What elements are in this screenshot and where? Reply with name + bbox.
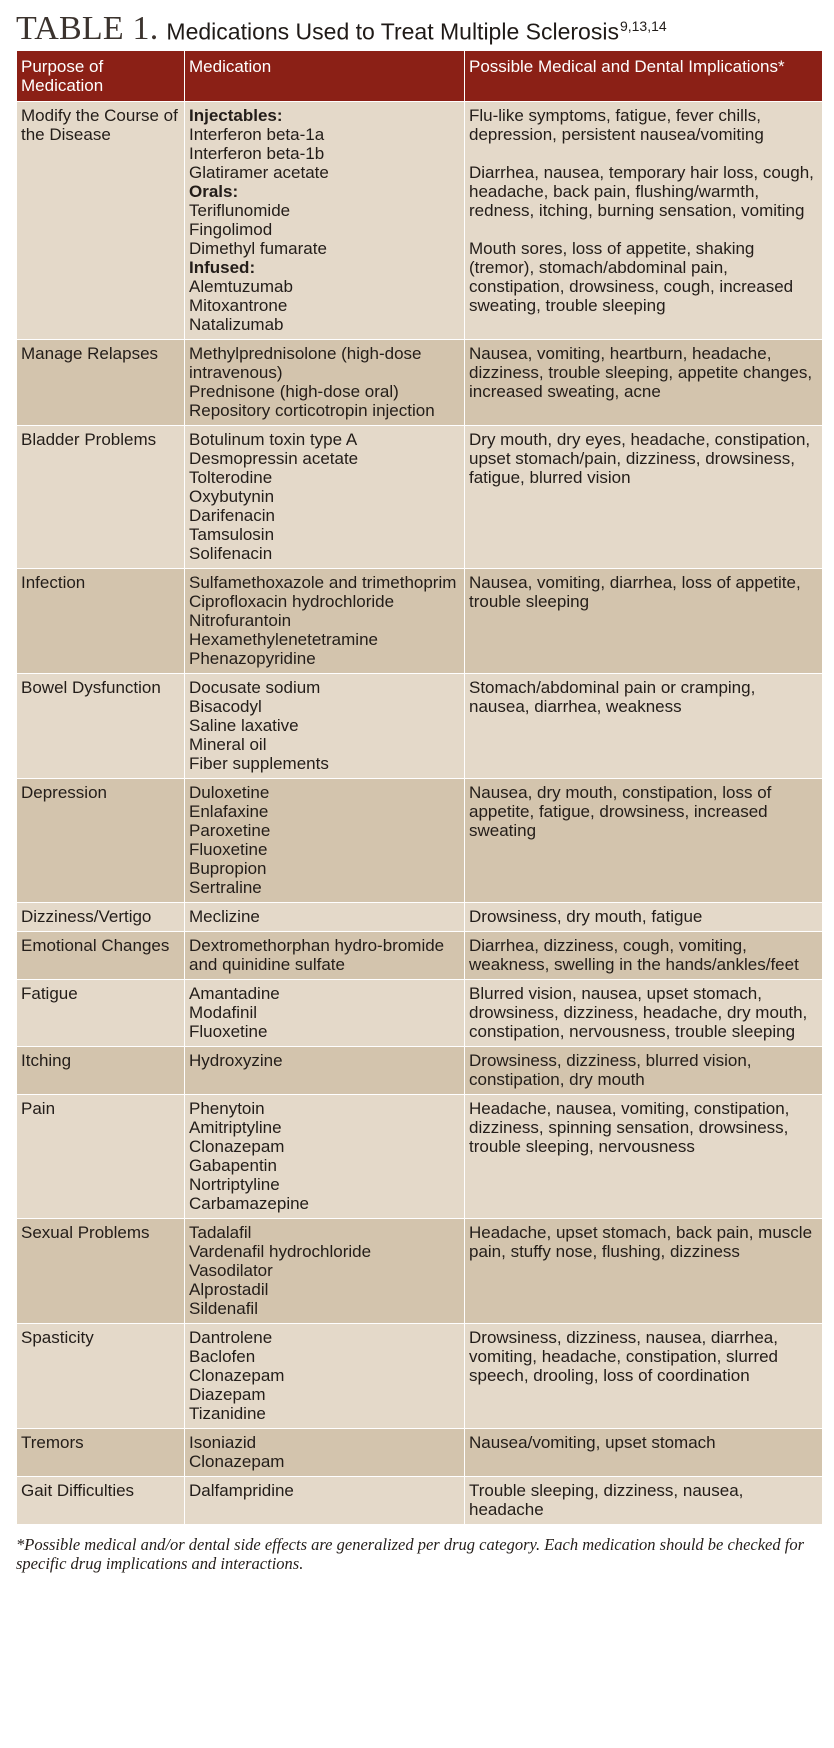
table-row <box>17 932 823 980</box>
cell-medication <box>185 340 465 426</box>
medication-item: Enlafaxine <box>189 802 269 821</box>
medication-item: Alprostadil <box>189 1280 269 1299</box>
cell-medication <box>185 1324 465 1429</box>
table-row <box>17 980 823 1047</box>
table-label: TABLE 1. <box>16 10 159 47</box>
cell-implications <box>465 1095 823 1219</box>
cell-purpose: Manage Relapses <box>17 340 185 426</box>
medication-item: Dimethyl fumarate <box>189 239 327 258</box>
medication-item: Fluoxetine <box>189 840 268 859</box>
medication-item: Natalizumab <box>189 315 284 334</box>
implication-text: Diarrhea, nausea, temporary hair loss, cough, headache, back pain, flushing/warmth, redness, itching, burning sensation, vomiting <box>469 163 814 220</box>
cell-implications <box>465 980 823 1047</box>
cell-implications <box>465 932 823 980</box>
medication-item: Tamsulosin <box>189 525 275 544</box>
cell-medication <box>185 1047 465 1095</box>
implication-text: Blurred vision, nausea, upset stomach, drowsiness, dizziness, headache, dry mouth, constipation, nervousness, trouble sleeping <box>469 984 808 1041</box>
medications-table <box>16 50 823 1525</box>
implication-text: Mouth sores, loss of appetite, shaking (tremor), stomach/abdominal pain, constipation, drowsiness, cough, increased sweating, trouble sleeping <box>469 239 794 315</box>
medication-item: Nitrofurantoin <box>189 611 292 630</box>
table-header-row <box>17 51 823 102</box>
table-row <box>17 903 823 932</box>
table-row <box>17 102 823 340</box>
medication-item: Nortriptyline <box>189 1175 280 1194</box>
medication-item: Baclofen <box>189 1347 256 1366</box>
medication-item: Desmopressin acetate <box>189 449 359 468</box>
medication-item: Oxybutynin <box>189 487 275 506</box>
cell-medication <box>185 932 465 980</box>
cell-purpose: Infection <box>17 569 185 674</box>
medication-item: Fiber supplements <box>189 754 329 773</box>
cell-implications <box>465 569 823 674</box>
medication-item: Gabapentin <box>189 1156 277 1175</box>
cell-implications <box>465 1477 823 1525</box>
implication-text: Drowsiness, dizziness, nausea, diarrhea, vomiting, headache, constipation, slurred speech, drooling, loss of coordination <box>469 1328 779 1385</box>
medication-item: Solifenacin <box>189 544 273 563</box>
table-row <box>17 1095 823 1219</box>
cell-implications <box>465 340 823 426</box>
medication-item: Tolterodine <box>189 468 273 487</box>
medication-item: Hexamethylenetetramine <box>189 630 378 649</box>
medication-item: Bupropion <box>189 859 267 878</box>
medication-group-heading: Injectables: <box>189 106 283 125</box>
medication-item: Sildenafil <box>189 1299 258 1318</box>
implication-text: Nausea, vomiting, heartburn, headache, dizziness, trouble sleeping, appetite changes, increased sweating, acne <box>469 344 813 401</box>
cell-purpose: Bladder Problems <box>17 426 185 569</box>
table-footnote: *Possible medical and/or dental side effects are generalized per drug category. Each medication should be checked for specific drug implications and interactions. <box>16 1535 805 1573</box>
table-row <box>17 569 823 674</box>
table-row <box>17 1429 823 1477</box>
medication-item: Paroxetine <box>189 821 271 840</box>
medication-item: Darifenacin <box>189 506 275 525</box>
implication-text: Trouble sleeping, dizziness, nausea, headache <box>469 1481 744 1519</box>
medication-item: Meclizine <box>189 907 260 926</box>
medication-item: Dalfampridine <box>189 1481 294 1500</box>
table-row <box>17 426 823 569</box>
table-body <box>17 102 823 1525</box>
medication-item: Interferon beta-1b <box>189 144 325 163</box>
implication-text: Drowsiness, dry mouth, fatigue <box>469 907 703 926</box>
implication-text: Drowsiness, dizziness, blurred vision, constipation, dry mouth <box>469 1051 752 1089</box>
implication-text: Flu-like symptoms, fatigue, fever chills, depression, persistent nausea/vomiting <box>469 106 764 144</box>
medication-item: Bisacodyl <box>189 697 262 716</box>
cell-medication <box>185 569 465 674</box>
cell-implications <box>465 1429 823 1477</box>
table-row <box>17 779 823 903</box>
implication-text: Diarrhea, dizziness, cough, vomiting, weakness, swelling in the hands/ankles/feet <box>469 936 799 974</box>
medication-item: Botulinum toxin type A <box>189 430 358 449</box>
medication-item: Hydroxyzine <box>189 1051 283 1070</box>
medication-item: Diazepam <box>189 1385 266 1404</box>
medication-item: Saline laxative <box>189 716 299 735</box>
medication-item: Fingolimod <box>189 220 273 239</box>
medication-item: Teriflunomide <box>189 201 291 220</box>
table-row <box>17 674 823 779</box>
medication-item: Amantadine <box>189 984 280 1003</box>
table-row <box>17 1477 823 1525</box>
medication-item: Fluoxetine <box>189 1022 268 1041</box>
cell-implications <box>465 1219 823 1324</box>
medication-item: Isoniazid <box>189 1433 257 1452</box>
medication-item: Clonazepam <box>189 1452 285 1471</box>
cell-purpose: Spasticity <box>17 1324 185 1429</box>
title-references: 9,13,14 <box>619 18 667 35</box>
cell-implications <box>465 426 823 569</box>
medication-item: Methylprednisolone (high-dose intravenous) <box>189 344 422 382</box>
implication-text: Dry mouth, dry eyes, headache, constipation, upset stomach/pain, dizziness, drowsiness, fatigue, blurred vision <box>469 430 811 487</box>
implication-text: Nausea/vomiting, upset stomach <box>469 1433 716 1452</box>
medication-group-heading: Orals: <box>189 182 239 201</box>
table-row <box>17 1324 823 1429</box>
cell-medication <box>185 1429 465 1477</box>
medication-item: Alemtuzumab <box>189 277 293 296</box>
cell-medication <box>185 674 465 779</box>
medication-item: Tizanidine <box>189 1404 266 1423</box>
cell-purpose: Gait Difficulties <box>17 1477 185 1525</box>
implication-text: Headache, upset stomach, back pain, muscle pain, stuffy nose, flushing, dizziness <box>469 1223 813 1261</box>
paragraph-gap <box>469 220 818 239</box>
medication-item: Modafinil <box>189 1003 258 1022</box>
title-text: Medications Used to Treat Multiple Sclerosis <box>166 19 619 45</box>
cell-implications <box>465 1047 823 1095</box>
cell-purpose: Dizziness/Vertigo <box>17 903 185 932</box>
cell-medication <box>185 426 465 569</box>
medication-item: Docusate sodium <box>189 678 321 697</box>
implication-text: Nausea, dry mouth, constipation, loss of appetite, fatigue, drowsiness, increased sweating <box>469 783 772 840</box>
table-row <box>17 340 823 426</box>
medication-item: Sulfamethoxazole and trimethoprim <box>189 573 457 592</box>
cell-medication <box>185 1095 465 1219</box>
medication-group-heading: Infused: <box>189 258 256 277</box>
cell-purpose: Bowel Dysfunction <box>17 674 185 779</box>
column-header-implications: Possible Medical and Dental Implications* <box>465 51 823 102</box>
cell-implications <box>465 102 823 340</box>
medication-item: Prednisone (high-dose oral) <box>189 382 399 401</box>
medication-item: Repository corticotropin injection <box>189 401 435 420</box>
medication-item: Vardenafil hydrochloride <box>189 1242 372 1261</box>
medication-item: Phenytoin <box>189 1099 265 1118</box>
medication-item: Phenazopyridine <box>189 649 316 668</box>
implication-text: Stomach/abdominal pain or cramping, nausea, diarrhea, weakness <box>469 678 756 716</box>
medication-item: Interferon beta-1a <box>189 125 325 144</box>
cell-purpose: Itching <box>17 1047 185 1095</box>
medication-item: Ciprofloxacin hydrochloride <box>189 592 395 611</box>
column-header-purpose: Purpose of Medication <box>17 51 185 102</box>
page <box>16 0 822 1573</box>
cell-medication <box>185 1219 465 1324</box>
medication-item: Carbamazepine <box>189 1194 310 1213</box>
table-title-text <box>166 12 666 46</box>
table-row <box>17 1047 823 1095</box>
cell-implications <box>465 674 823 779</box>
medication-item: Duloxetine <box>189 783 270 802</box>
implication-text: Nausea, vomiting, diarrhea, loss of appetite, trouble sleeping <box>469 573 801 611</box>
cell-purpose: Sexual Problems <box>17 1219 185 1324</box>
medication-item: Sertraline <box>189 878 262 897</box>
medication-item: Tadalafil <box>189 1223 252 1242</box>
medication-item: Dextromethorphan hydro-bromide and quinidine sulfate <box>189 936 445 974</box>
medication-item: Glatiramer acetate <box>189 163 329 182</box>
cell-medication <box>185 779 465 903</box>
cell-implications <box>465 779 823 903</box>
cell-medication <box>185 1477 465 1525</box>
cell-implications <box>465 1324 823 1429</box>
medication-item: Clonazepam <box>189 1137 285 1156</box>
cell-purpose: Modify the Course of the Disease <box>17 102 185 340</box>
cell-purpose: Tremors <box>17 1429 185 1477</box>
cell-implications <box>465 903 823 932</box>
table-title <box>16 0 822 50</box>
cell-medication <box>185 102 465 340</box>
table-row <box>17 1219 823 1324</box>
paragraph-gap <box>469 144 818 163</box>
cell-medication <box>185 980 465 1047</box>
medication-item: Mineral oil <box>189 735 267 754</box>
cell-purpose: Fatigue <box>17 980 185 1047</box>
cell-purpose: Depression <box>17 779 185 903</box>
cell-purpose: Emotional Changes <box>17 932 185 980</box>
medication-item: Amitriptyline <box>189 1118 282 1137</box>
implication-text: Headache, nausea, vomiting, constipation, dizziness, spinning sensation, drowsiness, trouble sleeping, nervousness <box>469 1099 790 1156</box>
medication-item: Mitoxantrone <box>189 296 288 315</box>
cell-medication <box>185 903 465 932</box>
cell-purpose: Pain <box>17 1095 185 1219</box>
medication-item: Dantrolene <box>189 1328 273 1347</box>
medication-item: Clonazepam <box>189 1366 285 1385</box>
column-header-medication: Medication <box>185 51 465 102</box>
medication-item: Vasodilator <box>189 1261 273 1280</box>
